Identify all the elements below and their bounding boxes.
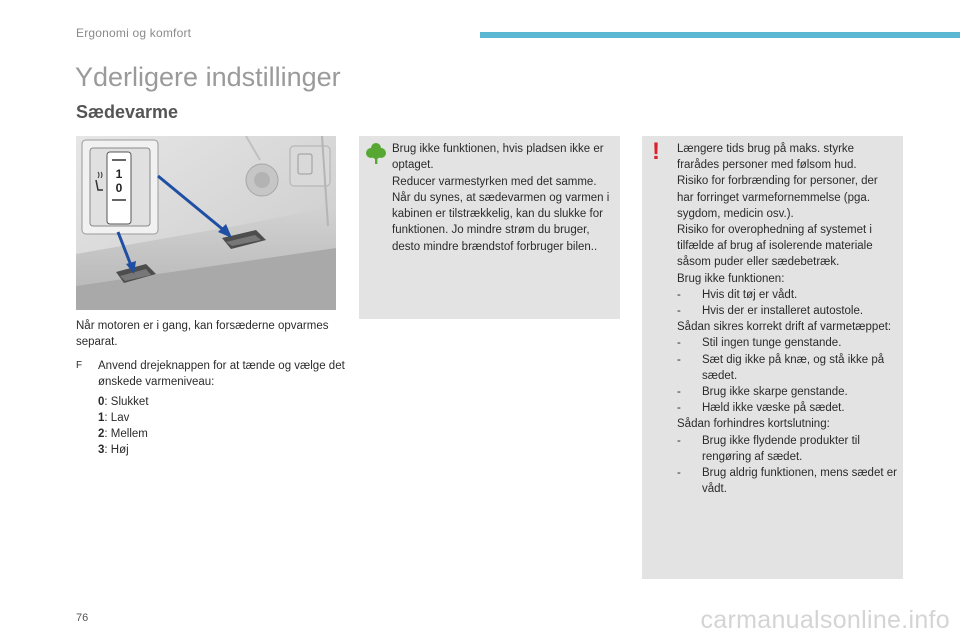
warning-line-text: Stil ingen tunge genstande. [702,337,842,350]
watermark: carmanualsonline.info [700,606,950,634]
bullet-dash: - [677,305,681,318]
warning-line-text: Hæld ikke væske på sædet. [702,402,845,415]
eco-line: Brug ikke funktionen, hvis pladsen ikke er optaget. [392,143,604,172]
bullet-dash: - [677,434,681,447]
heat-level-item: 1: Lav [98,412,130,424]
eco-line: Når du synes, at sædevarmen og varmen i kabinen er tilstrækkelig, kan du slukke for funktionen. Jo mindre strøm du bruger, desto mindre brændstof forbruger bilen.. [392,191,610,253]
warning-bullet-item [677,352,897,384]
warning-text [677,141,897,497]
warning-line-text: Hvis dit tøj er vådt. [702,288,798,301]
warning-line-text: Sæt dig ikke på knæ, og stå ikke på sædet. [702,353,885,382]
eco-line: Reducer varmestyrken med det samme. [392,175,597,188]
warning-line-text: Længere tids brug på maks. styrke frarådes personer med følsom hud. [677,143,857,172]
bullet-dash: - [677,337,681,350]
warning-line-text: Hvis der er installeret autostole. [702,305,864,318]
bullet-dash: - [677,386,681,399]
warning-exclamation-icon: ! [652,138,660,165]
eco-leaf-icon [366,142,386,164]
dial-digit-1: 1 [115,167,123,181]
warning-line [677,141,897,173]
warning-bullet-item [677,384,897,400]
warning-line-text: Brug ikke flydende produkter til rengøring af sædet. [702,434,860,463]
bullet-dash: - [677,467,681,480]
dial-digit-0: 0 [115,181,123,195]
warning-line-text: Brug aldrig funktionen, mens sædet er vådt. [702,467,897,496]
heat-level-item: 2: Mellem [98,428,148,440]
warning-bullet-item [677,433,897,465]
heat-level-list [98,394,346,458]
warning-bullet-item [677,303,897,319]
warning-line-text: Sådan sikres korrekt drift af varmetæppet: [677,321,892,334]
warning-bullet-item [677,400,897,416]
bullet-dash: - [677,353,681,366]
warning-line-text: Risiko for forbrænding for personer, der har forringet varmefornemmelse (pga. sygdom, medicin osv.). [677,175,878,220]
warning-line [677,222,897,271]
step-text: Anvend drejeknappen for at tænde og vælge det ønskede varmeniveau: [98,360,345,388]
step-marker: F [76,360,83,371]
eco-tip-box [359,136,620,319]
page-title: Yderligere indstillinger [75,62,341,92]
bullet-dash: - [677,288,681,301]
warning-line [677,319,897,335]
page-number: 76 [76,612,89,624]
warning-box [642,136,903,579]
warning-line [677,173,897,222]
heat-level-item: 3: Høj [98,444,129,456]
bullet-dash: - [677,402,681,415]
seat-heating-illustration [76,136,336,310]
warning-line [677,271,897,287]
warning-line-text: Sådan forhindres kortslutning: [677,418,830,431]
warning-line-text: Brug ikke skarpe genstande. [702,386,848,399]
warning-line [677,416,897,432]
section-subtitle: Sædevarme [76,102,179,122]
header-accent-bar [480,32,960,38]
section-header: Ergonomi og komfort [76,26,192,40]
warning-bullet-item [677,465,897,497]
intro-text: Når motoren er i gang, kan forsæderne opvarmes separat. [76,320,329,348]
warning-line-text: Brug ikke funktionen: [677,272,785,285]
instruction-step [76,358,346,390]
left-column-text [76,318,346,458]
warning-bullet-item [677,335,897,351]
warning-bullet-item [677,287,897,303]
warning-line-text: Risiko for overophedning af systemet i tilfælde af brug af isolerende materiale såsom puder eller sædebetræk. [677,224,873,269]
heat-level-item: 0: Slukket [98,396,149,408]
